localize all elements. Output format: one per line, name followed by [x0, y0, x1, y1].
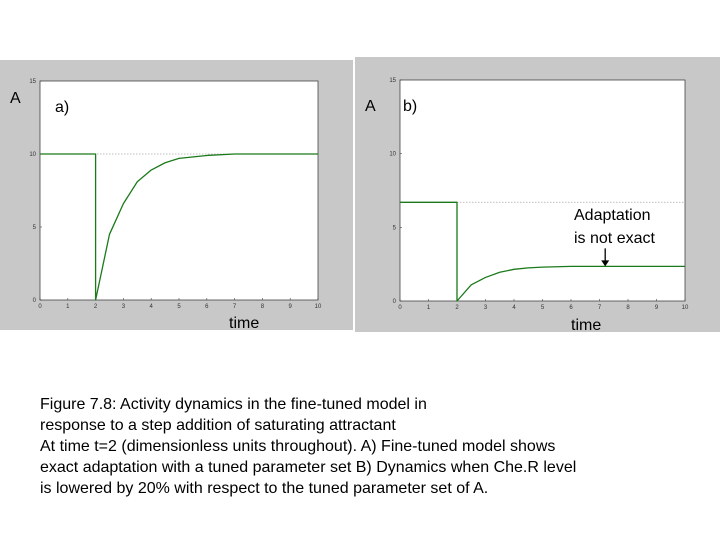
chart-a-title: a)	[55, 99, 70, 116]
chart-b-xtick-label: 10	[681, 305, 689, 311]
chart-a-ytick-label: 15	[29, 79, 36, 85]
chart-b-xtick-label: 6	[569, 305, 573, 311]
chart-a-ytick-label: 10	[29, 152, 36, 158]
chart-a-xtick-label: 4	[149, 304, 153, 310]
annotation-line-2: is not exact	[574, 230, 655, 247]
chart-a-xtick-label: 5	[177, 304, 181, 310]
caption-line-1: Figure 7.8: Activity dynamics in the fine-tuned model in	[40, 396, 427, 413]
chart-a-ytick-label: 0	[32, 298, 36, 304]
chart-b-title: b)	[403, 98, 418, 115]
chart-a-xtick-label: 1	[66, 304, 70, 310]
caption-line-2: response to a step addition of saturating attractant	[40, 417, 396, 434]
chart-b-plot-area	[400, 80, 685, 301]
chart-b-xtick-label: 4	[512, 305, 516, 311]
chart-b-xtick-label: 8	[626, 305, 630, 311]
chart-b-xtick-label: 2	[455, 305, 459, 311]
chart-b-xlabel: time	[571, 317, 602, 334]
chart-panel-a	[0, 60, 353, 330]
chart-a-plot-area	[40, 81, 318, 300]
chart-a-xtick-label: 9	[288, 304, 292, 310]
annotation-line-1: Adaptation	[574, 207, 651, 224]
chart-a-xtick-label: 6	[205, 304, 209, 310]
caption-line-3: At time t=2 (dimensionless units throughout). A) Fine-tuned model shows	[40, 438, 556, 455]
panel-a-letter: A	[10, 90, 21, 107]
chart-b-xtick-label: 7	[597, 305, 602, 311]
chart-b-ytick-label: 0	[392, 299, 396, 305]
chart-b-ytick-label: 5	[392, 225, 396, 232]
chart-a-xtick-label: 7	[232, 304, 237, 310]
caption-line-5: is lowered by 20% with respect to the tuned parameter set of A.	[40, 480, 489, 497]
panel-b-letter: A	[365, 98, 376, 115]
chart-a-xtick-label: 10	[314, 304, 322, 310]
chart-a-xlabel: time	[229, 315, 260, 332]
chart-b-xtick-label: 1	[426, 305, 431, 311]
chart-a-xtick-label: 2	[93, 304, 98, 310]
caption-line-4: exact adaptation with a tuned parameter set B) Dynamics when Che.R level	[40, 459, 577, 476]
figure-caption	[40, 394, 700, 499]
chart-b-xtick-label: 0	[398, 305, 402, 311]
chart-b-ytick-label: 15	[389, 78, 396, 84]
chart-a-svg	[0, 60, 353, 330]
chart-a-ytick-label: 5	[32, 225, 36, 231]
chart-b-xtick-label: 5	[540, 305, 545, 311]
chart-a-xtick-label: 8	[260, 304, 265, 310]
chart-a-xtick-label: 0	[38, 304, 42, 310]
chart-b-xtick-label: 9	[654, 305, 659, 311]
chart-b-ytick-label: 10	[389, 151, 396, 158]
chart-b-xtick-label: 3	[483, 305, 488, 311]
chart-a-xtick-label: 3	[121, 304, 126, 310]
